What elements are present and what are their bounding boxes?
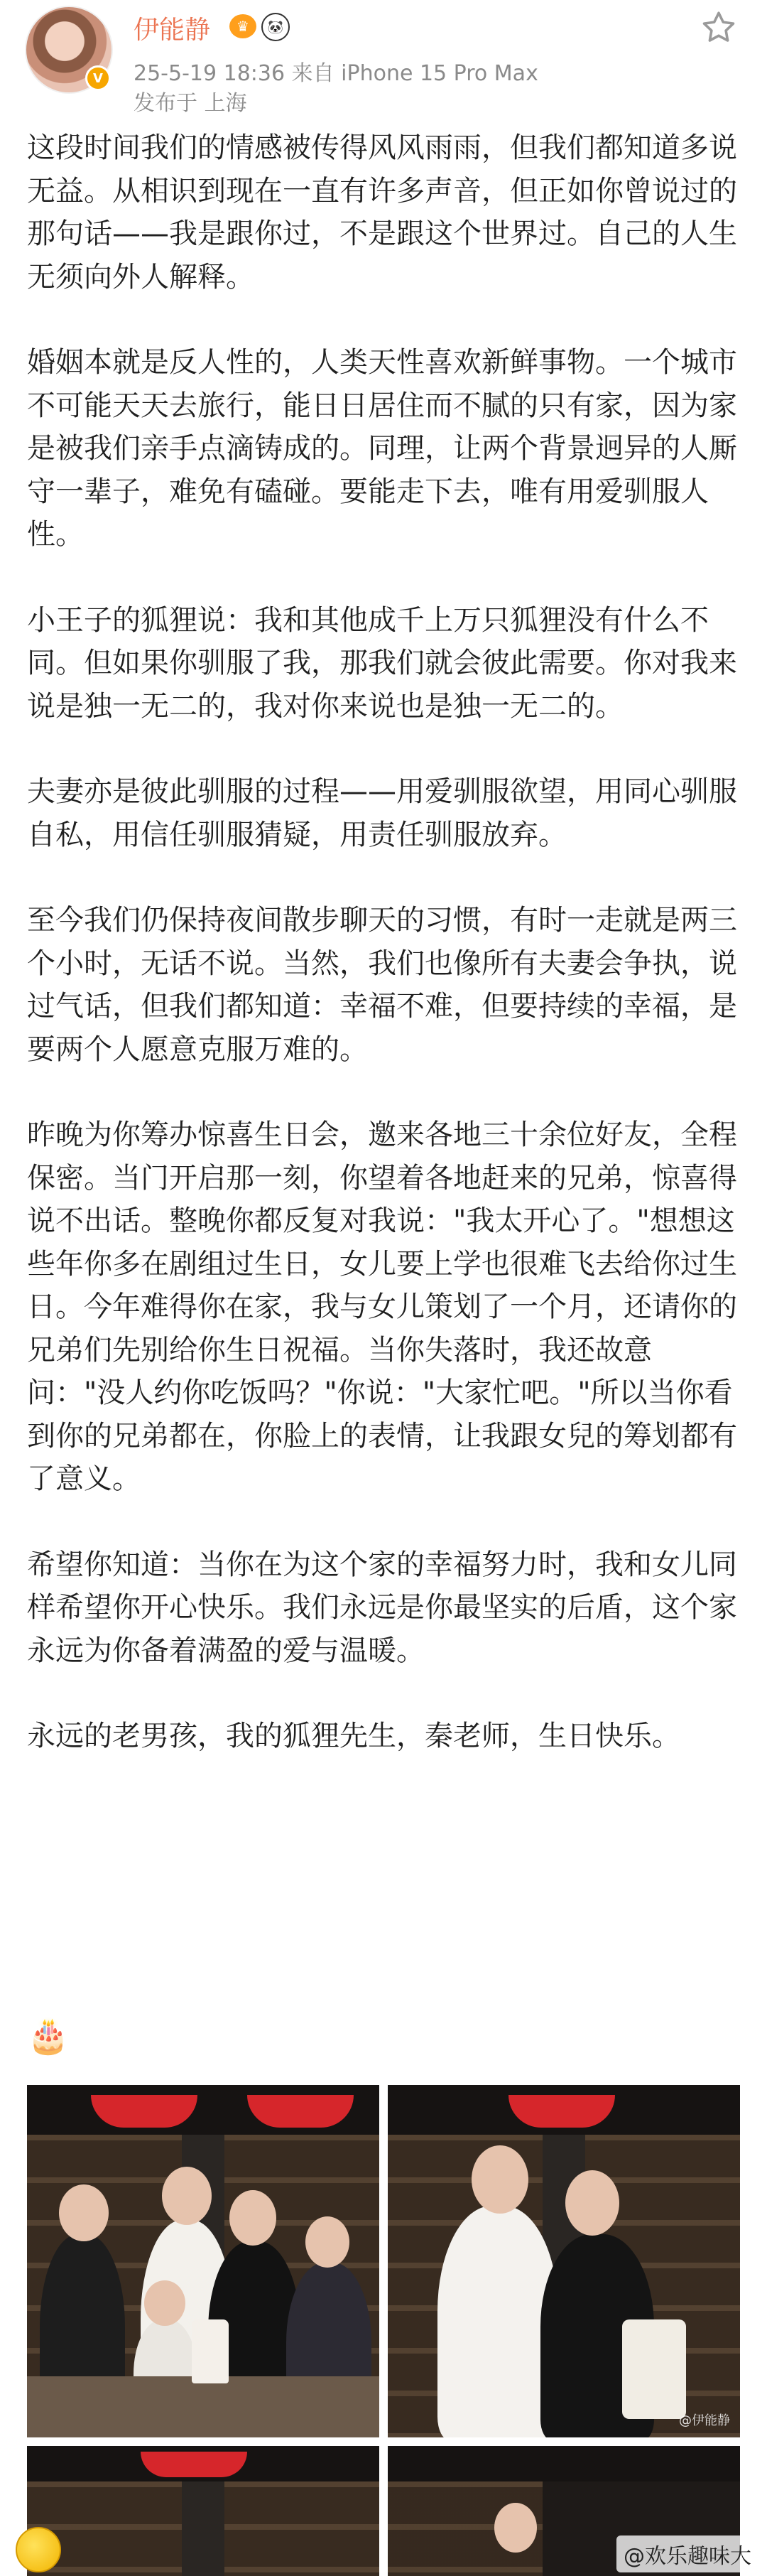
head — [494, 2503, 537, 2553]
bottle — [192, 2319, 229, 2383]
head — [59, 2184, 109, 2241]
lamp — [247, 2095, 354, 2128]
post-image[interactable] — [27, 2446, 379, 2576]
crown-icon: ♛ — [229, 14, 256, 38]
paragraph: 希望你知道：当你在为这个家的幸福努力时，我和女儿同样希望你开心快乐。我们永远是你最坚实的后盾，这个家永远为你备着满盈的爱与温暖。 — [27, 1548, 737, 1667]
shelf — [224, 2481, 379, 2576]
post-timestamp: 25-5-19 18:36 — [134, 61, 285, 86]
post-body — [27, 126, 740, 1801]
head — [565, 2170, 619, 2236]
post-device: 来自 iPhone 15 Pro Max — [291, 61, 538, 86]
lamp — [91, 2095, 197, 2128]
head — [144, 2280, 185, 2326]
post-meta-line — [134, 55, 538, 87]
paragraph: 夫妻亦是彼此驯服的过程——用爱驯服欲望，用同心驯服自私，用信任驯服猜疑，用责任驯服放弃。 — [27, 775, 737, 851]
paragraph: 昨晚为你筹办惊喜生日会，邀来各地三十余位好友，全程保密。当门开启那一刻，你望着各地赶来的兄弟，惊喜得说不出话。整晚你都反复对我说："我太开心了。"想想这些年你多在剧组过生日，女儿要上学也很难飞去给你过生日。今年难得你在家，我与女儿策划了一个月，还请你的兄弟们先别给你生日祝福。当你失落时，我还故意问："没人约你吃饭吗？"你说："大家忙吧。"所以当你看到你的兄弟都在，你脸上的表情，让我跟女兒的筹划都有了意义。 — [27, 1119, 737, 1495]
paragraph: 永远的老男孩，我的狐狸先生，秦老师，生日快乐。 — [27, 1720, 680, 1752]
post-image[interactable] — [388, 2085, 740, 2437]
panda-icon: 🐼 — [261, 13, 290, 41]
head — [229, 2190, 276, 2246]
watermark: @欢乐趣味大 — [616, 2535, 758, 2572]
cake-icon: 🎂 — [27, 2016, 70, 2056]
image-watermark: @伊能静 — [679, 2413, 730, 2428]
paragraph: 小王子的狐狸说：我和其他成千上万只狐狸没有什么不同。但如果你驯服了我，那我们就会彼此需要。你对我来说是独一无二的，我对你来说也是独一无二的。 — [27, 603, 737, 723]
head — [162, 2167, 212, 2225]
post-location: 发布于 上海 — [134, 91, 247, 116]
emoji-sticker-icon — [16, 2527, 61, 2572]
birthday-cake — [622, 2319, 686, 2419]
verified-badge-icon: V — [85, 65, 111, 91]
head — [472, 2145, 528, 2214]
paragraph: 婚姻本就是反人性的，人类天性喜欢新鲜事物。一个城市不可能天天去旅行，能日日居住而不腻的只有家，因为家是被我们亲手点滴铸成的。同理，让两个背景迥异的人厮守一辈子，难免有磕碰。要能走下去，唯有用爱驯服人性。 — [27, 346, 737, 551]
author-name[interactable]: 伊能静 — [134, 16, 211, 45]
ceiling — [388, 2446, 740, 2481]
post-header — [0, 0, 767, 128]
table — [27, 2376, 379, 2437]
paragraph: 至今我们仍保持夜间散步聊天的习惯，有时一走就是两三个小时，无话不说。当然，我们也像所有夫妻会争执，说过气话，但我们都知道：幸福不难，但要持续的幸福，是要两个人愿意克服万难的。 — [27, 904, 737, 1066]
paragraph: 这段时间我们的情感被传得风风雨雨，但我们都知道多说无益。从相识到现在一直有许多声音，但正如你曾说过的那句话——我是跟你过，不是跟这个世界过。自己的人生无须向外人解释。 — [27, 131, 737, 293]
post-image[interactable] — [27, 2085, 379, 2437]
lamp — [508, 2095, 615, 2128]
star-icon[interactable] — [700, 9, 738, 47]
lamp — [141, 2452, 247, 2477]
head — [305, 2216, 349, 2268]
